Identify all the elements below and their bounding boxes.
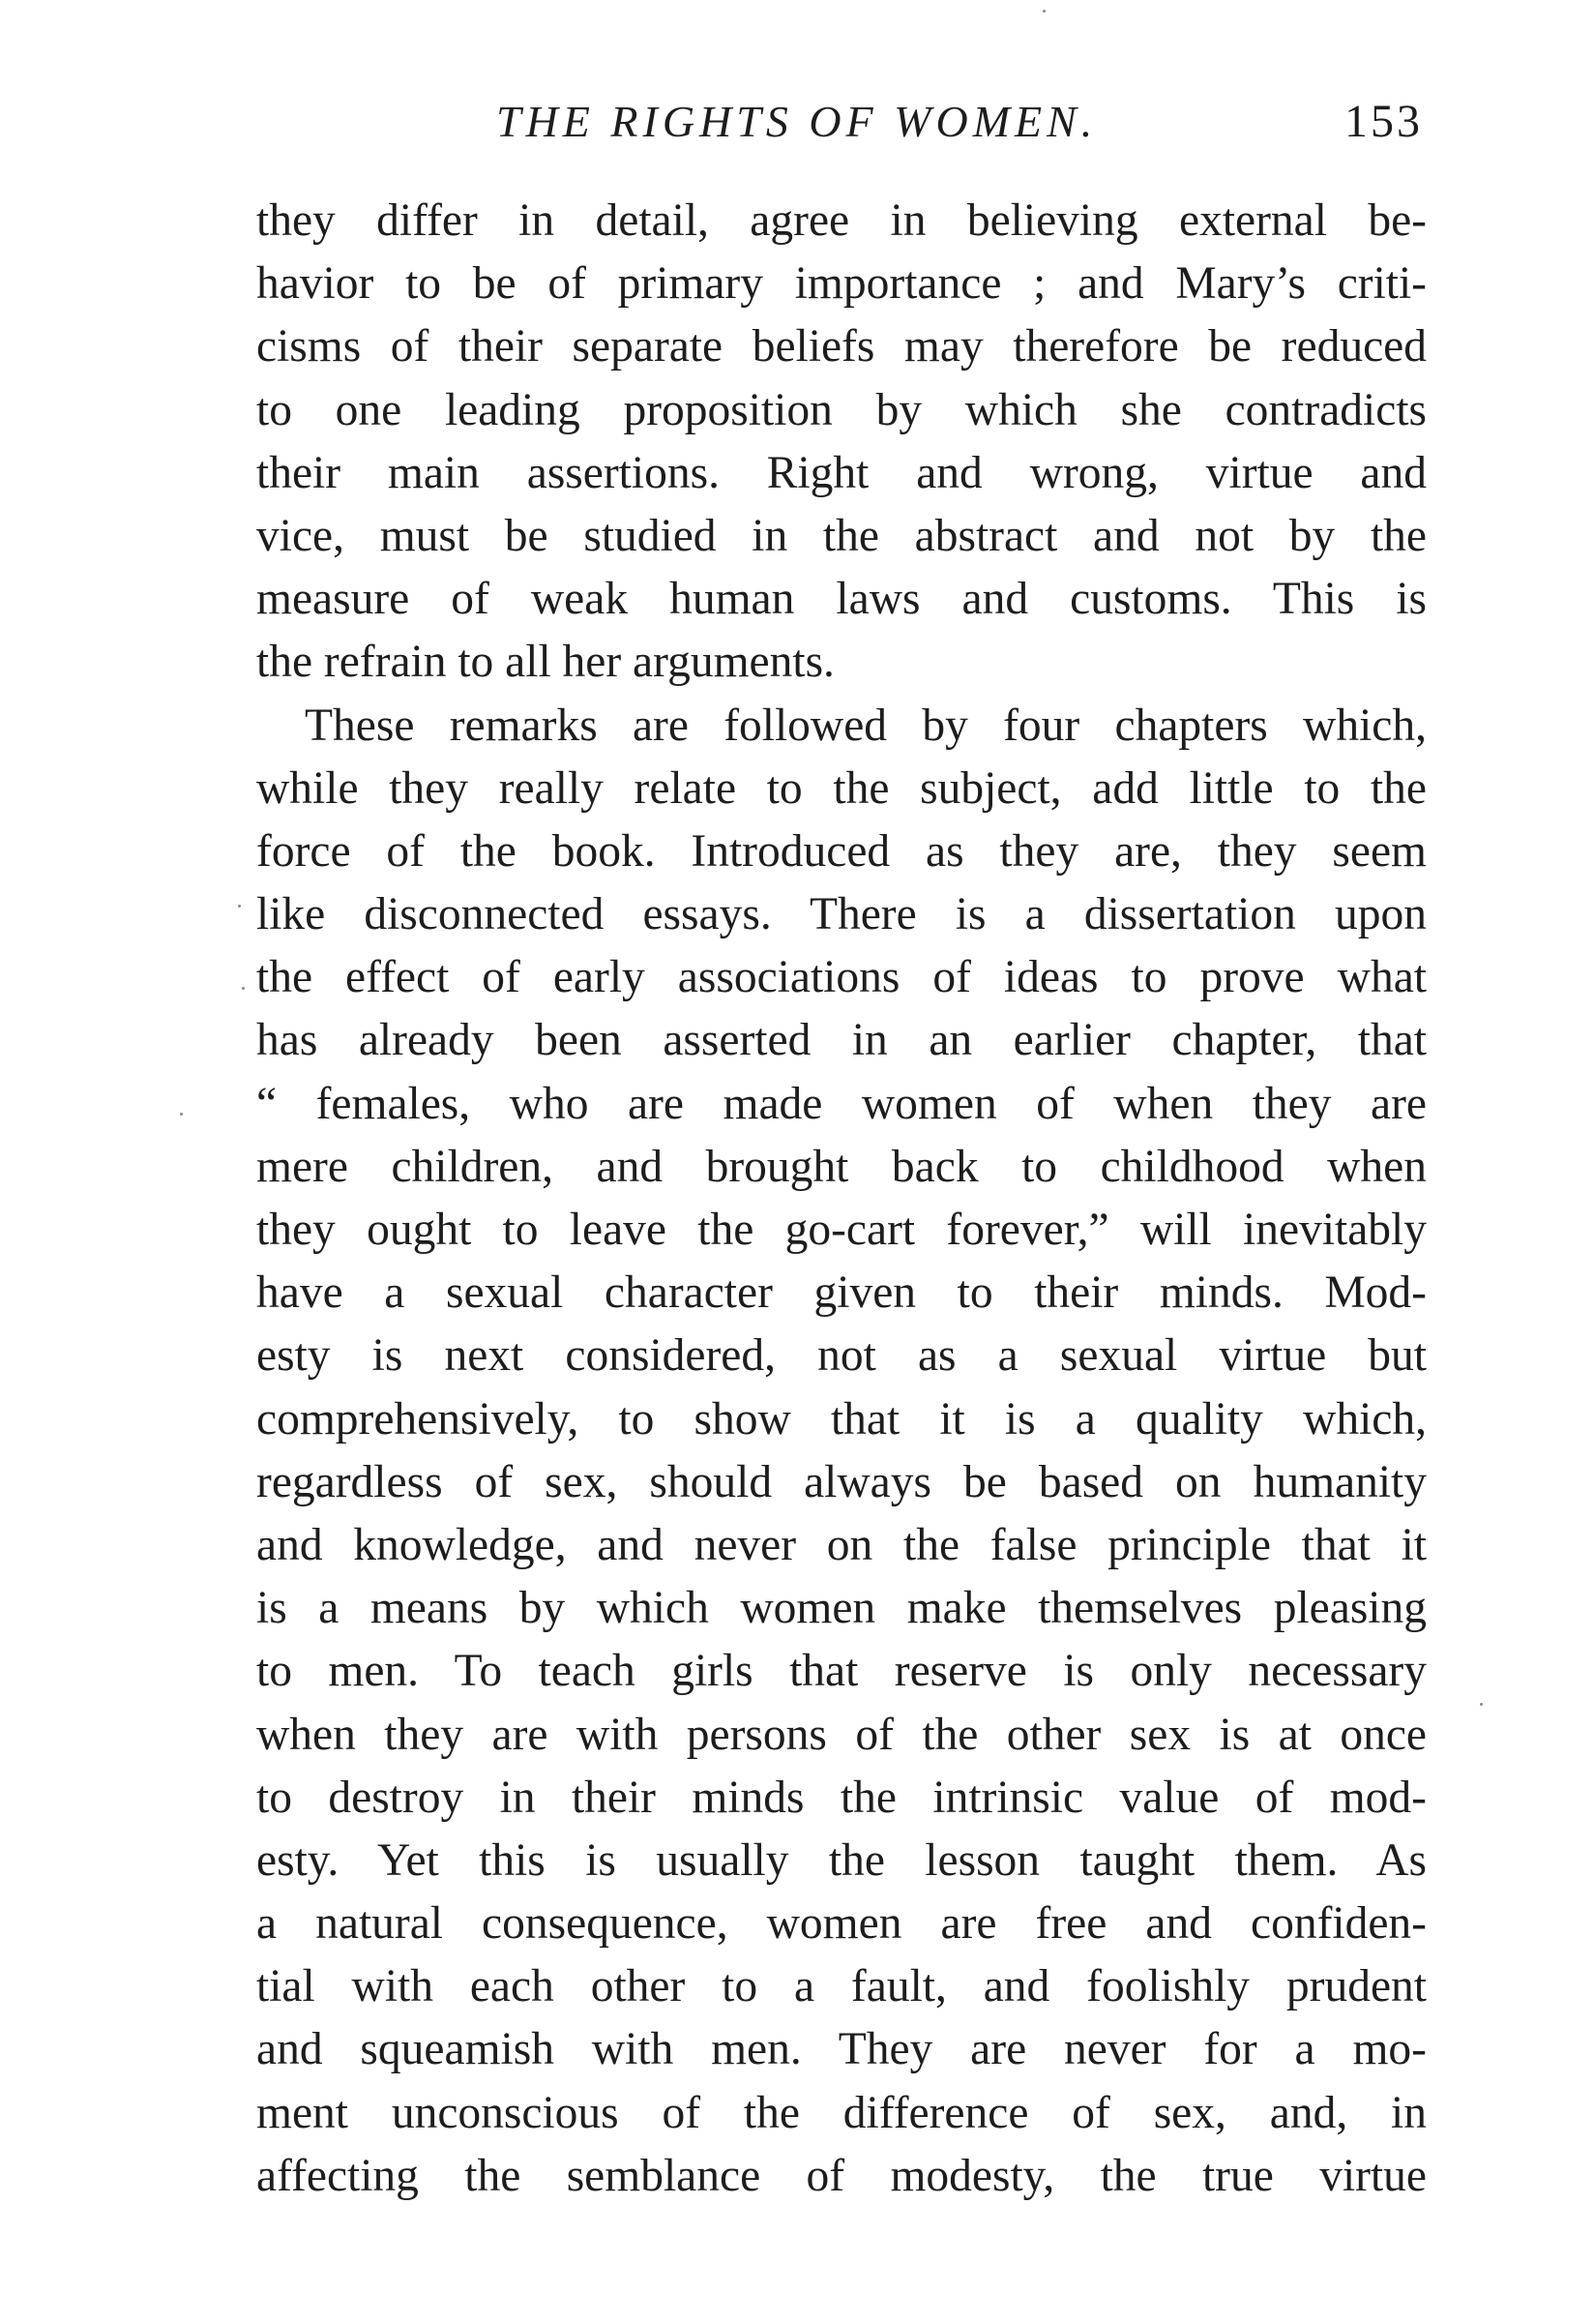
text-line: measure of weak human laws and customs. This is [256, 574, 1427, 625]
text-line: their main assertions. Right and wrong, virtue and [256, 447, 1427, 498]
text-line: has already been asserted in an earlier chapter, that [256, 1015, 1427, 1066]
paragraph-1 [256, 190, 1427, 695]
text-line: they ought to leave the go-cart forever,” will inevitably [256, 1205, 1427, 1255]
text-line: esty. Yet this is usually the lesson taught them. As [256, 1834, 1427, 1886]
text-line: cisms of their separate beliefs may therefore be reduced [256, 321, 1427, 372]
text-line: is a means by which women make themselves pleasing [256, 1583, 1427, 1634]
text-line: esty is next considered, not as a sexual virtue but [256, 1330, 1427, 1382]
paper-speck [242, 987, 245, 990]
text-line: comprehensively, to show that it is a quality which, [256, 1393, 1427, 1445]
paper-speck [180, 1113, 183, 1116]
paper-speck [1043, 10, 1046, 13]
text-line: have a sexual character given to their minds. Mod- [256, 1267, 1427, 1319]
text-line: vice, must be studied in the abstract and not by the [256, 510, 1427, 561]
text-line: when they are with persons of the other sex is at once [256, 1709, 1427, 1760]
page-number: 153 [1344, 96, 1423, 147]
text-line: like disconnected essays. There is a dissertation upon [256, 889, 1427, 940]
text-line: to one leading proposition by which she contradicts [256, 384, 1427, 435]
text-line: and knowledge, and never on the false principle that it [256, 1519, 1427, 1570]
text-line: to destroy in their minds the intrinsic value of mod- [256, 1772, 1427, 1823]
text-line: force of the book. Introduced as they are, they seem [256, 825, 1427, 877]
text-line: “ females, who are made women of when they are [256, 1078, 1427, 1129]
text-line: and squeamish with men. They are never for a mo- [256, 2024, 1427, 2075]
text-line: tial with each other to a fault, and foolishly prudent [256, 1961, 1427, 2012]
paragraph-2 [256, 695, 1427, 2209]
text-line: These remarks are followed by four chapters which, [305, 700, 1427, 751]
text-line: regardless of sex, should always be based on humanity [256, 1456, 1427, 1507]
paper-speck [238, 905, 241, 908]
text-line: ment unconscious of the difference of sex, and, in [256, 2087, 1427, 2138]
text-line: to men. To teach girls that reserve is only necessary [256, 1646, 1427, 1697]
text-line: the effect of early associations of ideas to prove what [256, 952, 1427, 1003]
running-title: THE RIGHTS OF WOMEN. [496, 97, 1098, 146]
text-line: mere children, and brought back to childhood when [256, 1141, 1427, 1192]
paper-speck [1480, 1703, 1483, 1706]
text-line: affecting the semblance of modesty, the true virtue [256, 2150, 1427, 2201]
text-line: while they really relate to the subject, add little to the [256, 762, 1427, 814]
text-line: they differ in detail, agree in believing external be- [256, 195, 1427, 246]
text-line: havior to be of primary importance ; and Mary’s criti- [256, 258, 1427, 310]
running-head [256, 83, 1427, 161]
text-line: a natural consequence, women are free and confiden- [256, 1898, 1427, 1950]
body-text [256, 190, 1427, 2208]
text-line: the refrain to all her arguments. [256, 637, 835, 688]
